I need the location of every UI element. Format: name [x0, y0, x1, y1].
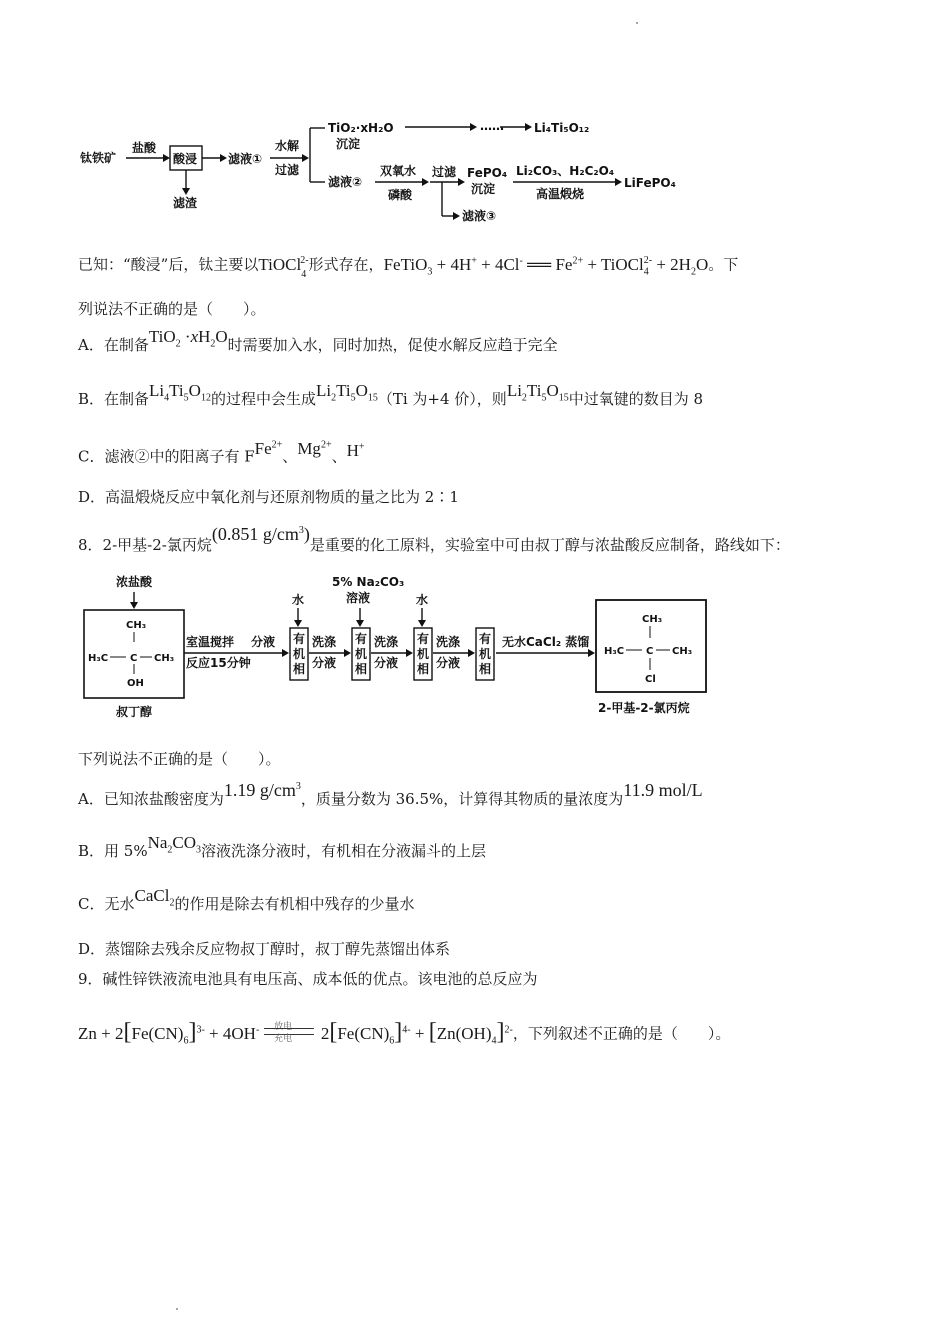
flow1-tio2: TiO₂·xH₂O — [328, 121, 394, 135]
flow2-sep-liq-1: 分液 — [312, 656, 337, 670]
flow1-leach: 酸浸 — [173, 152, 198, 166]
flow2-solution: 溶液 — [346, 591, 371, 605]
q8-label: 8．2-甲基-2-氯丙烷 — [78, 536, 212, 554]
q7-c-label: C．滤液②中的阳离子有 F — [78, 447, 255, 466]
flow2-dry: 无水CaCl₂ 蒸馏 — [502, 635, 590, 649]
charge-label: 充电 — [274, 1032, 293, 1043]
q7-option-b[interactable] — [78, 381, 704, 417]
page-speck — [176, 1308, 178, 1310]
known-mid: 形式存在， — [308, 255, 384, 274]
q8-b-label: B．用 5% — [78, 842, 148, 860]
flow1-calcine: 高温煅烧 — [536, 187, 585, 201]
hcl-density: 1.19 $g/cm^3$ — [223, 780, 301, 800]
flow2-wash-1: 洗涤 — [312, 635, 337, 649]
q7-a-text: 时需要加入水，同时加热，促使水解反应趋于完全 — [227, 336, 558, 354]
flow2-product: 2-甲基-2-氯丙烷 — [598, 701, 690, 715]
q7-b-label: B．在制备 — [78, 390, 150, 408]
q7-option-c[interactable] — [78, 438, 365, 468]
svg-text:相: 相 — [417, 662, 430, 676]
q8-b-text: 溶液洗涤分液时，有机相在分液漏斗的上层 — [201, 842, 487, 860]
fe2-ion: $Fe^{2+}$ — [254, 438, 283, 458]
flow2-water1: 水 — [292, 593, 305, 607]
flow1-filter2: 过滤 — [432, 165, 457, 179]
cacl2-formula: CaCl$_2$ — [134, 886, 175, 909]
density-value: (0.851 $g/cm^3$) — [211, 524, 310, 544]
flow1-residue: 滤渣 — [173, 196, 198, 210]
process-flowchart-1 — [70, 110, 700, 230]
tio2-xh2o-formula: $TiO_2 \cdot xH_2O$ — [148, 327, 228, 350]
flow1-start: 钛铁矿 — [80, 151, 117, 165]
li2ti5o15-formula-2: $Li_2Ti_5O_{15}$ — [506, 381, 569, 404]
discharge-label: 放电 — [274, 1020, 293, 1031]
known-suffix: 。下 — [708, 255, 739, 274]
q8-c-label: C．无水 — [78, 895, 135, 913]
q8-stem — [78, 524, 790, 556]
known-cont: 列说法不正确的是（ ）。 — [78, 300, 266, 318]
svg-text:相: 相 — [293, 662, 306, 676]
q8-a-mid: ，质量分数为 36.5%，计算得其物质的量浓度为 — [300, 790, 624, 808]
flow1-precipitate2: 沉淀 — [471, 182, 496, 196]
flow1-filtrate1: 滤液① — [228, 152, 263, 166]
flow1-fepo4: FePO₄ — [467, 166, 508, 180]
q7-option-a[interactable] — [78, 327, 558, 363]
flow2-product-h3c: H₃C — [604, 646, 625, 657]
h-ion: H+ — [346, 440, 365, 460]
flow2-cl: Cl — [645, 674, 656, 685]
q7-a-label: A．在制备 — [78, 336, 149, 354]
q8-c-text: 的作用是除去有机相中残存的少量水 — [174, 895, 415, 913]
flow1-h2o2: 双氧水 — [380, 164, 417, 178]
flow2-h3c: H₃C — [88, 653, 109, 664]
flow2-hcl: 浓盐酸 — [116, 575, 153, 589]
svg-text:机: 机 — [417, 647, 430, 661]
flow2-ch3-right: CH₃ — [154, 653, 175, 664]
flow2-separate: 分液 — [251, 635, 276, 649]
q7-c-sep2: 、 — [331, 447, 347, 466]
flow2-react: 反应15分钟 — [186, 656, 251, 670]
flow2-water2: 水 — [416, 593, 429, 607]
known-line — [78, 250, 738, 283]
flow2-sep-liq-3: 分液 — [436, 656, 461, 670]
flow1-filter1: 过滤 — [275, 163, 300, 177]
q7-option-d[interactable]: D．高温煅烧反应中氧化剂与还原剂物质的量之比为 2∶1 — [78, 488, 459, 506]
flow1-filtrate2: 滤液② — [328, 175, 363, 189]
flow2-product-ch3-right: CH₃ — [672, 646, 693, 657]
svg-text:机: 机 — [479, 647, 492, 661]
hcl-concentration: 11.9 mol/L — [623, 780, 703, 800]
svg-text:机: 机 — [293, 647, 306, 661]
q7-b-mid: 的过程中会生成 — [210, 390, 316, 408]
flow1-h3po4: 磷酸 — [388, 188, 413, 202]
acid-leach-equation: FeTiO$_3$ + 4H+ + 4Cl- ══ $Fe^{2+}$ + TiOCl$_4^{2-}$ + $2H_2O$ — [383, 254, 709, 278]
q8-option-b[interactable] — [78, 833, 487, 869]
flow2-na2co3: 5% Na₂CO₃ — [332, 575, 405, 589]
q8-text: 是重要的化工原料，实验室中可由叔丁醇与浓盐酸反应制备，路线如下： — [309, 536, 790, 554]
flow1-reagents: Li₂CO₃、H₂C₂O₄ — [516, 164, 615, 178]
q7-b-ti: （Ti 为+4 价），则 — [377, 390, 507, 408]
flow2-product-ch3-top: CH₃ — [642, 614, 663, 625]
flow1-li4ti5o12: Li₄Ti₅O₁₂ — [534, 121, 590, 135]
q7-c-sep1: 、 — [282, 447, 298, 466]
reversible-arrow — [264, 1020, 316, 1050]
flow1-hydrolysis: 水解 — [275, 139, 300, 153]
q8-option-c[interactable] — [78, 886, 415, 922]
svg-text:有: 有 — [417, 632, 430, 646]
q8-question: 下列说法不正确的是（ ）。 — [78, 750, 281, 768]
flow1-acid: 盐酸 — [132, 141, 157, 155]
flow2-wash-3: 洗涤 — [436, 635, 461, 649]
synthesis-flowchart — [78, 570, 728, 720]
q9-tail: ，下列叙述不正确的是（ ）。 — [512, 1024, 731, 1043]
mg2-ion: $Mg^{2+}$ — [297, 438, 332, 458]
svg-text:相: 相 — [479, 662, 492, 676]
flow1-filtrate3: 滤液③ — [462, 209, 497, 223]
known-prefix: 已知：“酸浸”后，钛主要以 — [78, 255, 259, 274]
li4ti5o12-formula: $Li_4Ti_5O_{12}$ — [149, 381, 211, 404]
flow1-dots: …… — [480, 119, 504, 133]
q8-option-d[interactable]: D．蒸馏除去残余反应物叔丁醇时，叔丁醇先蒸馏出体系 — [78, 940, 451, 958]
page-speck — [636, 22, 638, 24]
flow1-precipitate1: 沉淀 — [336, 137, 361, 151]
li2ti5o15-formula-1: $Li_2Ti_5O_{15}$ — [315, 381, 378, 404]
tiocl4-formula: TiOCl$_4^{2-}$ — [258, 254, 309, 281]
svg-text:相: 相 — [355, 662, 368, 676]
svg-text:有: 有 — [479, 632, 492, 646]
svg-text:C: C — [130, 653, 138, 664]
svg-text:有: 有 — [355, 632, 368, 646]
svg-text:有: 有 — [293, 632, 306, 646]
q8-a-label: A．已知浓盐酸密度为 — [78, 790, 224, 808]
q8-option-a[interactable] — [78, 780, 703, 810]
q7-b-end: 中过氧键的数目为 8 — [568, 390, 704, 408]
battery-equation: $Zn + 2[Fe(CN)_6]^{3-} + 4OH^-$ — [78, 1018, 260, 1047]
svg-text:C: C — [646, 646, 654, 657]
flow2-stir: 室温搅拌 — [186, 635, 235, 649]
flow2-wash-2: 洗涤 — [374, 635, 399, 649]
na2co3-formula: $Na_2CO_3$ — [147, 833, 202, 856]
flow2-sep-liq-2: 分液 — [374, 656, 399, 670]
flow1-lifepo4: LiFePO₄ — [624, 176, 676, 190]
flow2-ch3-top: CH₃ — [126, 620, 147, 631]
flow2-oh: OH — [127, 678, 144, 689]
svg-text:机: 机 — [355, 647, 368, 661]
q9-stem: 9．碱性锌铁液流电池具有电压高、成本低的优点。该电池的总反应为 — [78, 970, 538, 988]
flow2-tbutanol: 叔丁醇 — [116, 705, 153, 719]
q9-equation-line: $Zn + 2[Fe(CN)_6]^{3-} + 4OH^-$ 放电 充电 $2[Fe(CN)_6]^{4-} + [Zn(OH)_4]^{2-}$，下列叙述不正确的是（ ）。 — [78, 1010, 730, 1050]
